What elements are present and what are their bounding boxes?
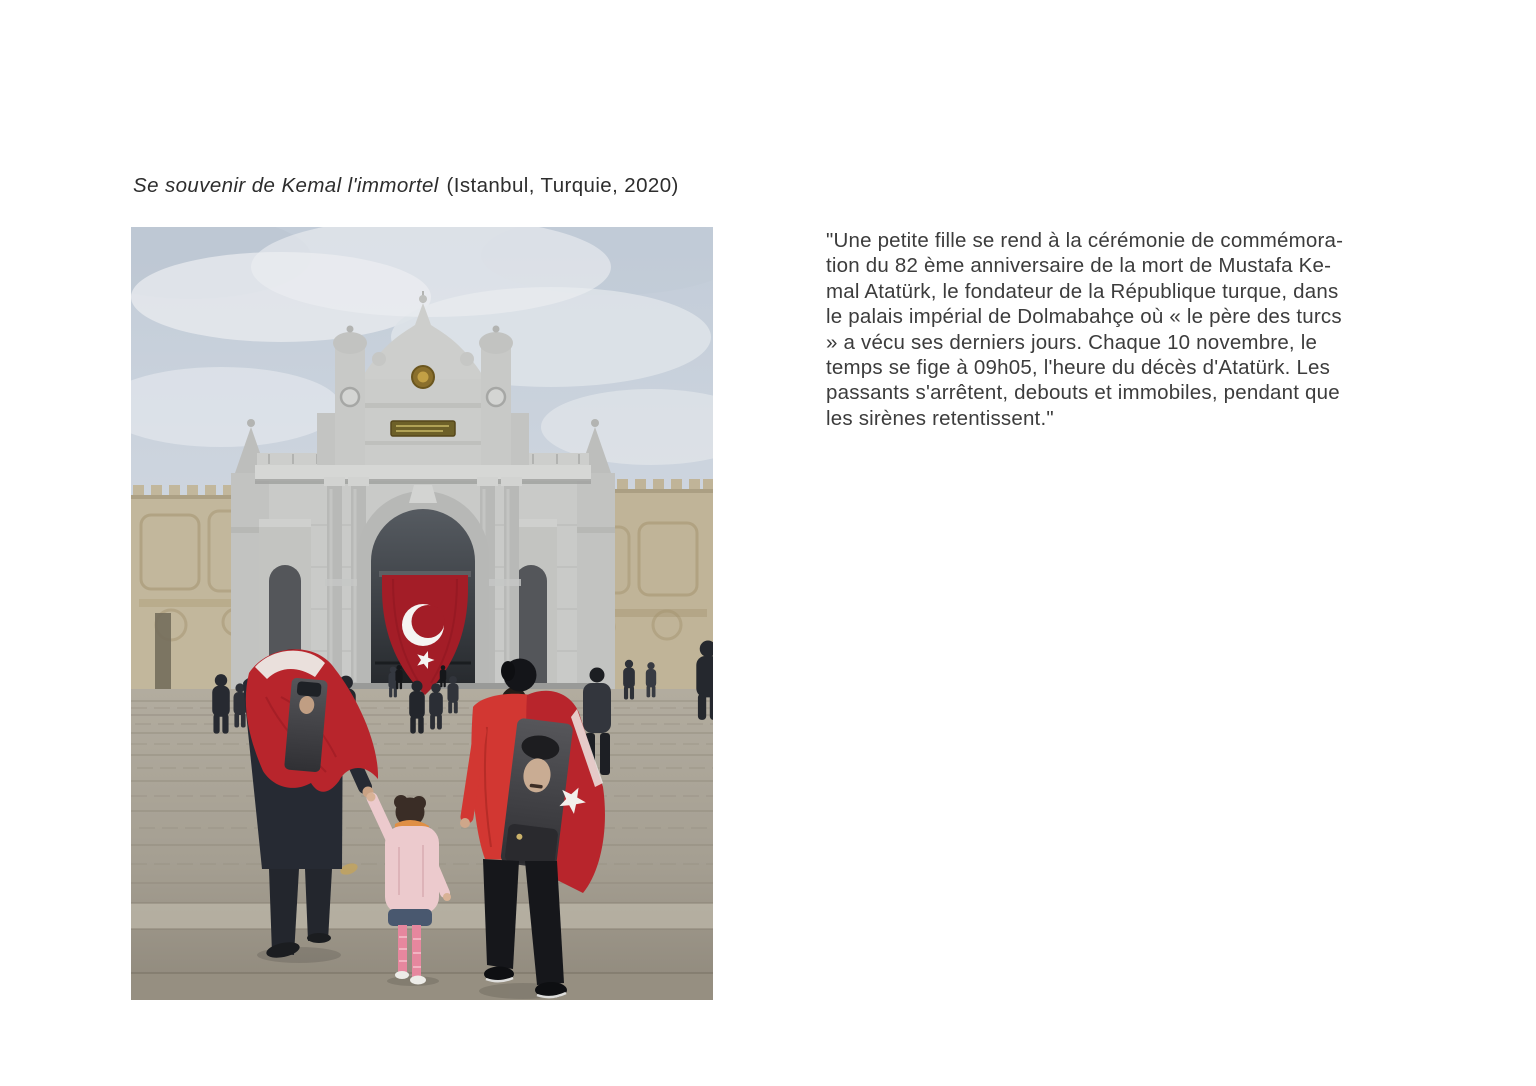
photo-illustration xyxy=(131,227,713,1000)
caption-line: le palais impérial de Dolmabahçe où « le père des turcs xyxy=(826,305,1342,329)
caption-line: » a vécu ses derniers jours. Chaque 10 novembre, le xyxy=(826,330,1318,354)
caption-line: mal Atatürk, le fondateur de la République turque, dans xyxy=(826,279,1339,303)
caption-text xyxy=(826,228,1426,431)
gold-inscription-plaque xyxy=(391,421,455,436)
artwork-location-year: (Istanbul, Turquie, 2020) xyxy=(446,174,679,197)
artwork-title-italic: Se souvenir de Kemal l'immortel xyxy=(133,174,439,197)
caption-line: temps se fige à 09h05, l'heure du décès d'Atatürk. Les xyxy=(826,356,1331,380)
caption-line: tion du 82 ème anniversaire de la mort de Mustafa Ke- xyxy=(826,254,1332,278)
caption-line: les sirènes retentissent." xyxy=(826,406,1054,430)
artwork-photo xyxy=(131,227,713,1000)
caption-line: passants s'arrêtent, debouts et immobiles, pendant que xyxy=(826,381,1340,405)
caption-line: "Une petite fille se rend à la cérémonie de commémora- xyxy=(826,229,1344,252)
artwork-title xyxy=(133,174,679,198)
